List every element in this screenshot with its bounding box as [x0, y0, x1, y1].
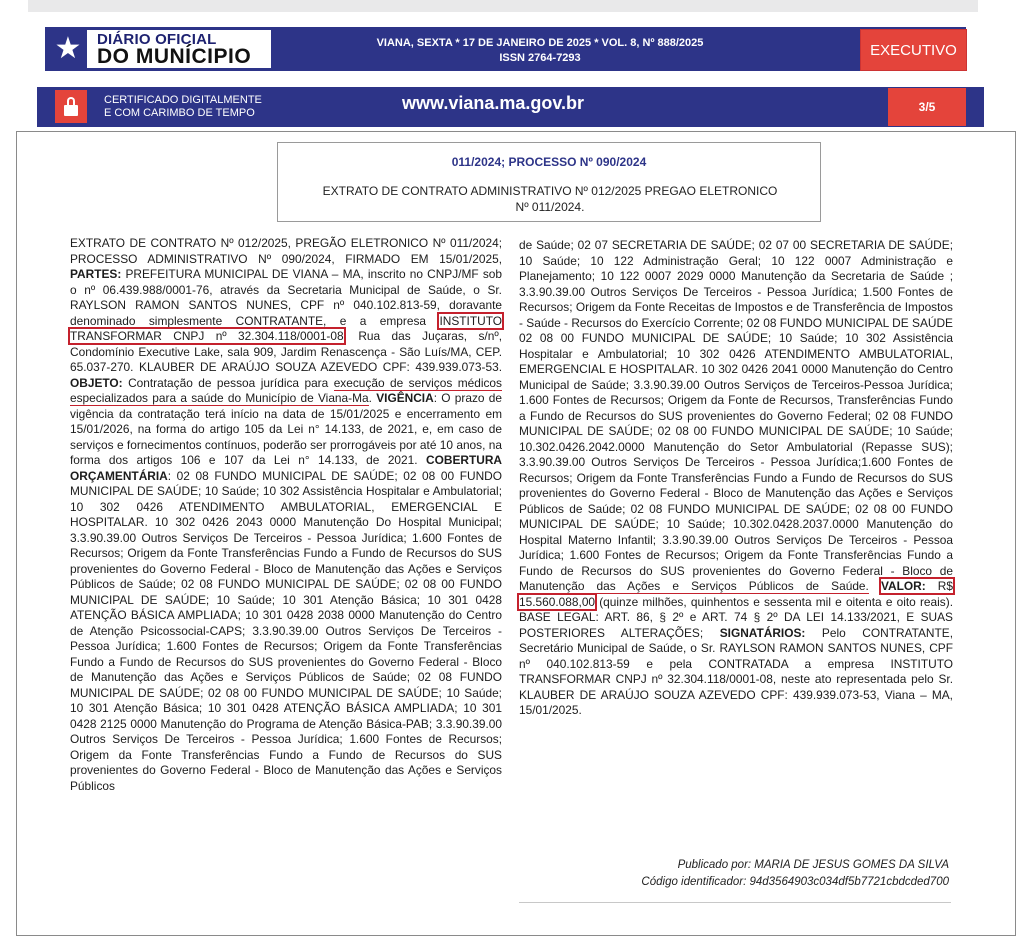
objeto-underlined: execução de serviços médicos especializados para a saúde do Município de Viana-Ma	[70, 375, 502, 405]
lock-body	[64, 105, 78, 116]
text-run: , Rua das Juçaras, s/nº, Condomínio Executive Lake, sala 909, Jardim Renascença - São Luís/MA, CEP. 65.037-270. KLAUBER DE ARAÚJO SOUZA AZEVEDO CPF: 439.939.073-53.	[70, 329, 502, 374]
brand-line2: DO MUNÍCIPIO	[97, 45, 252, 68]
valor-currency: R$	[925, 579, 953, 593]
document-title: 011/2024; PROCESSO Nº 090/2024	[451, 155, 647, 169]
website-link[interactable]: www.viana.ma.gov.br	[402, 93, 585, 113]
footer-divider	[519, 902, 951, 903]
valor-amount: 15.560.088,00	[519, 594, 596, 609]
document-subtitle: EXTRATO DE CONTRATO ADMINISTRATIVO Nº 012/2025 PREGAO ELETRONICO Nº 011/2024.	[322, 184, 778, 214]
objeto-label: OBJETO:	[70, 375, 123, 390]
lock-icon	[55, 90, 87, 123]
edition-line2: ISSN 2764-7293	[499, 52, 581, 64]
edition-line1: VIANA, SEXTA * 17 DE JANEIRO DE 2025 * VOL. 8, Nº 888/2025	[376, 37, 704, 49]
left-column	[70, 236, 502, 794]
star-icon: ★	[49, 30, 87, 68]
brand-logo[interactable]	[49, 30, 271, 68]
text-run: EXTRATO DE CONTRATO Nº 012/2025, PREGÃO ELETRONICO Nº 011/2024; PROCESSO ADMINISTRATIVO Nº 090/2024, FIRMADO EM 15/01/2025,	[70, 236, 502, 266]
text-run: Pelo CONTRATANTE, Secretário Municipal de Saúde, o Sr. RAYLSON RAMON SANTOS NUNES, CPF nº 040.102.813-59 e pela CONTRATADA a empresa INSTITUTO TRANSFORMAR CNPJ nº 32.304.118/0001-08, neste ato representada pelo Sr. KLAUBER DE ARAÚJO SOUZA AZEVEDO CPF: 439.939.073-53, Viana – MA, 15/01/2025.	[519, 625, 953, 717]
text-run: Contratação de pessoa jurídica para	[122, 375, 334, 390]
page-indicator: 3/5	[888, 88, 966, 126]
publication-info	[519, 857, 949, 891]
brand-line1: DIÁRIO OFICIAL	[97, 31, 217, 48]
company-highlight: INSTITUTO TRANSFORMAR CNPJ nº 32.304.118/0001-08	[70, 313, 502, 343]
cert-line2: E COM CARIMBO DE TEMPO	[104, 107, 255, 119]
signatarios-label: SIGNATÁRIOS:	[719, 625, 806, 640]
text-run: : 02 08 FUNDO MUNICIPAL DE SAÚDE; 02 08 00 FUNDO MUNICIPAL DE SAÚDE; 10 Saúde; 10 302 Assistência Hospitalar e Ambulatorial; 10 302 0426 ATENDIMENTO AMBULATORIAL, EMERGENCIAL E HOSPITALAR. 10 302 0426 2043 0000 Manutenção Do Hospital Municipal; 3.3.90.39.00 Outros Serviços De Terceiros - Pessoa Jurídica; 1.600 Fontes de Recursos; Origem da Fonte Transferências Fundo a Fundo de Recursos do SUS provenientes do Governo Federal - Bloco de Manutenção das Ações e Serviços Públicos de Saúde; 02 08 FUNDO MUNICIPAL DE SAÚDE; 02 08 00 FUNDO MUNICIPAL DE SAÚDE; 10 Saúde; 10 301 Atenção Básica; 10 301 0428 ATENÇÃO BÁSICA AMPLIADA; 10 301 0428 2038 0000 Manutenção do Centro de Atenção Psicossocial-CAPS; 3.3.90.39.00 Outros Serviços De Terceiros - Pessoa Jurídica; 1.600 Fontes de Recursos; Origem da Fonte Transferências Fundo a Fundo de Recursos do SUS provenientes do Governo Federal - Bloco de Manutenção das Ações e Serviços Públicos de Saúde; 02 08 FUNDO MUNICIPAL DE SAÚDE; 02 08 00 FUNDO MUNICIPAL DE SAÚDE; 10 Saúde; 10 301 Atenção Básica; 10 301 0428 ATENÇÃO BÁSICA AMPLIADA; 10 301 0428 2125 0000 Manutenção do Programa de Atenção Básica-PAB; 3.3.90.39.00 Outros Serviços De Terceiros - Pessoa Jurídica; 1.600 Fontes de Recursos; Origem da Fonte Transferências Fundo a Fundo de Recursos do SUS provenientes do Governo Federal - Bloco de Manutenção das Ações e Serviços Públicos	[70, 468, 502, 793]
partes-label: PARTES:	[70, 267, 122, 281]
published-by: Publicado por: MARIA DE JESUS GOMES DA SILVA	[677, 859, 949, 871]
certificate-text	[104, 94, 262, 120]
document-title-box	[277, 142, 821, 222]
valor-label: VALOR:	[880, 579, 926, 593]
identifier-code: Código identificador: 94d3564903c034df5b7721cbdcded700	[641, 876, 949, 888]
text-run: de Saúde; 02 07 SECRETARIA DE SAÚDE; 02 07 00 SECRETARIA DE SAÚDE; 10 Saúde; 10 122 Administração Geral; 10 122 0007 Administração e Planejamento; 10 122 0007 2029 0000 Manutenção da Secretaria de Saúde ; 3.3.90.39.00 Outros Serviços De Terceiros - Pessoa Jurídica; 1.500 Fontes de Recursos; Origem da Fonte Receitas de Impostos e de Transferência de Impostos - Saúde - Recursos do Exercício Corrente; 02 08 FUNDO MUNICIPAL DE SAÚDE 02 08 00 FUNDO MUNICIPAL DE SAÚDE; 10 Saúde; 10 302 Assistência Hospitalar e Ambulatorial; 10 302 0426 ATENDIMENTO AMBULATORIAL, EMERGENCIAL E HOSPITALAR. 10 302 0426 2041 0000 Manutenção do Centro Municipal de Saúde; 3.3.90.39.00 Outros Serviços de Terceiros-Pessoa Jurídica; 1.600 Fontes de Recursos; Origem da Fonte de Recursos, Transferências Fundo a Fundo de Recursos do SUS provenientes do Governo Federal; 02 08 FUNDO MUNICIPAL DE SAÚDE; 02 08 00 FUNDO MUNICIPAL DE SAÚDE; 10 Saúde; 10.302.0426.2042.0000 Manutenção do Setor Ambulatorial (Repasse SUS); 3.3.90.39.00 Outros Serviços De Terceiros - Pessoa Jurídica;1.600 Fontes de Recursos; Origem da Fonte Transferências Fundo a Fundo de Recursos do SUS provenientes do Governo Federal - Bloco de Manutenção das Ações e Serviços Públicos de Saúde; 02 08 FUNDO MUNICIPAL DE SAÚDE; 02 08 00 FUNDO MUNICIPAL DE SAÚDE; 10 Saúde; 10.302.0428.2037.0000 Manutenção do Hospital Materno Infantil; 3.3.90.39.00 Outros Serviços De Terceiros - Pessoa Jurídica; 1.600 Fontes de Recursos; Origem da Fonte Transferências Fundo a Fundo de Recursos do SUS provenientes do Governo Federal -	[519, 238, 953, 578]
cobertura-label: COBERTURA ORÇAMENTÁRIA	[70, 453, 502, 483]
text-run: : O prazo de vigência da contratação terá início na data de 15/01/2025 e encerramento em 15/01/2026, na forma do artigo 105 da Lei n° 14.133, de 2021, e, em caso de serviços e fornecimentos contínuos, poderão ser prorrogáveis por até 10 anos, na forma dos artigos 106 e 107 da Lei n° 14.133, de 2021.	[70, 391, 503, 467]
text-run	[869, 579, 881, 593]
valor-highlight	[881, 579, 953, 593]
section-badge: EXECUTIVO	[860, 29, 967, 71]
text-run: .	[368, 391, 377, 405]
vigencia-label: VIGÊNCIA	[376, 391, 434, 405]
top-strip	[28, 0, 978, 12]
right-column	[519, 238, 953, 719]
text-run: PREFEITURA MUNICIPAL DE VIANA – MA, inscrito no CNPJ/MF sob o nº 06.439.988/0001-76, através da Secretaria Municipal de Saúde, o Sr. RAYLSON RAMON SANTOS NUNES, CPF nº 040.102.813-59, doravante denominado simplesmente CONTRATANTE, e a empresa	[70, 267, 502, 328]
text-run: (quinze milhões, quinhentos e sessenta mil e oitenta e oito reais). BASE LEGAL: ART. 86, § 2º e ART. 74 § 2º DA LEI 14.133/2021, E SUAS POSTERIORES ALTERAÇÕES;	[519, 594, 953, 640]
bloco-underlined: Bloco de Manutenção das Ações e Serviços Públicos de Saúde.	[519, 563, 953, 593]
edition-info	[370, 36, 710, 66]
cert-line1: CERTIFICADO DIGITALMENTE	[104, 94, 262, 106]
